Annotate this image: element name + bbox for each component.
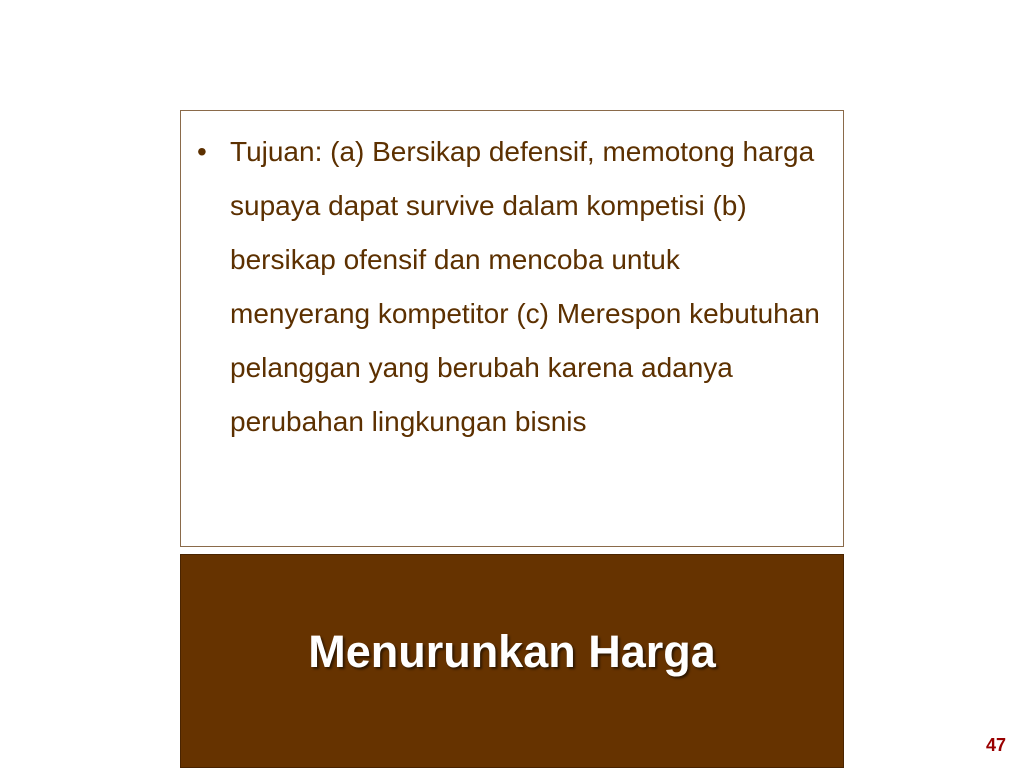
bullet-text: Tujuan: (a) Bersikap defensif, memotong harga supaya dapat survive dalam kompetisi (b) bersikap ofensif dan mencoba untuk menyerang kompetitor (c) Merespon kebutuhan pelanggan yang berubah karena adanya perubahan lingkungan bisnis [230, 136, 820, 437]
bullet-marker: • [197, 136, 207, 167]
slide-title: Menurunkan Harga [308, 626, 716, 677]
page-number: 47 [985, 735, 1006, 755]
title-panel [180, 554, 844, 768]
bullet-item [181, 125, 825, 449]
bullet-list [181, 111, 843, 449]
content-box [180, 110, 844, 547]
